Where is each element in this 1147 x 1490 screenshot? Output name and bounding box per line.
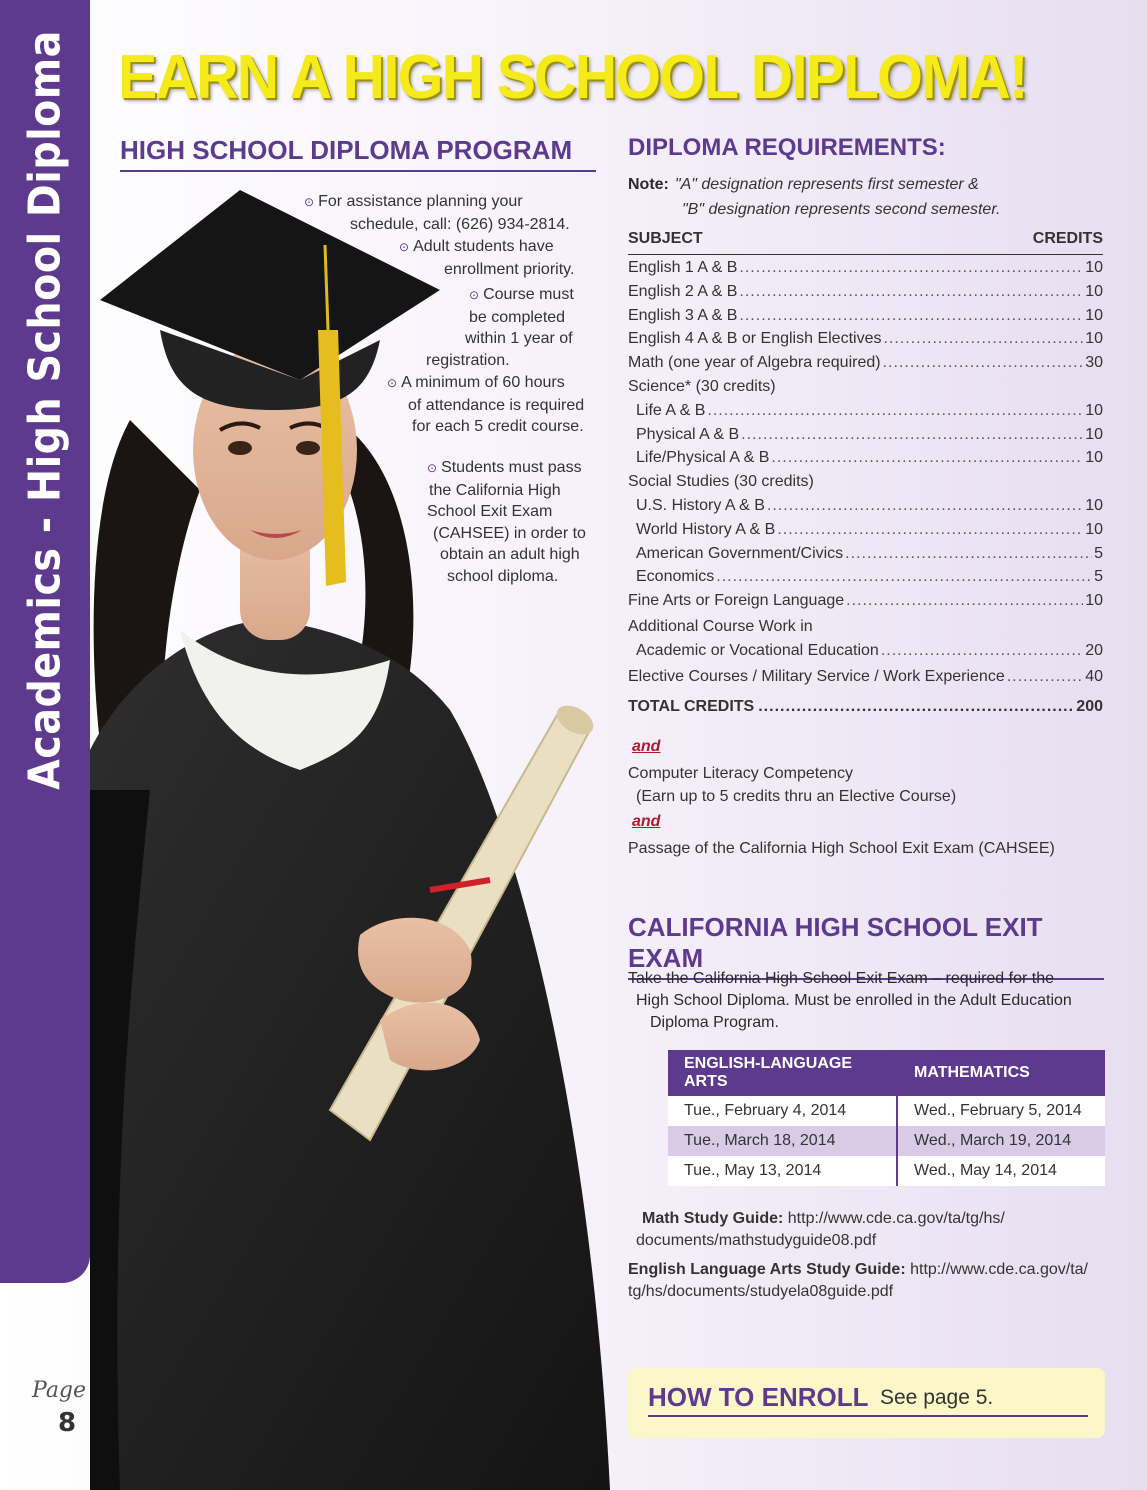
exam-dates-table — [668, 1050, 1105, 1186]
req-row: English 1 A & B ..... 10 — [628, 259, 1103, 283]
req-row-group: Science* (30 credits) — [628, 377, 776, 395]
bullet-icon: ⊙ — [469, 288, 480, 302]
and-connector: and — [632, 738, 661, 755]
bullet-icon: ⊙ — [304, 195, 315, 209]
total-credits-row: TOTAL CREDITS ..... 200 — [628, 698, 1103, 722]
enroll-text[interactable]: See page 5. — [880, 1386, 994, 1409]
bullet-icon: ⊙ — [427, 461, 438, 475]
requirements-header — [628, 230, 1103, 255]
enroll-title: HOW TO ENROLL — [648, 1382, 869, 1412]
req-row-group: Social Studies (30 credits) — [628, 473, 814, 491]
math-study-guide: Math Study Guide: http://www.cde.ca.gov/ta/tg/hs/ documents/mathstudyguide08.pdf — [636, 1208, 1005, 1252]
req-row: Physical A & B ..... 10 — [628, 426, 1103, 450]
ela-date: Tue., February 4, 2014 — [668, 1096, 897, 1126]
page-label: Page — [32, 1378, 87, 1403]
exam-title: CALIFORNIA HIGH SCHOOL EXIT EXAM — [628, 912, 1104, 980]
req-row: Math (one year of Algebra required) ..... 30 — [628, 354, 1103, 378]
bullet-attendance: ⊙ A minimum of 60 hours of attendance is required for each 5 credit course. — [387, 374, 585, 435]
req-row: Fine Arts or Foreign Language ..... 10 — [628, 592, 1103, 618]
req-row: English 2 A & B ..... 10 — [628, 283, 1103, 307]
bullet-assistance: ⊙ For assistance planning your schedule, call: (626) 934-2814. — [304, 193, 570, 233]
req-row: Life A & B ..... 10 — [628, 402, 1103, 426]
and-connector: and — [632, 813, 661, 830]
ela-date: Tue., March 18, 2014 — [668, 1126, 897, 1156]
req-row: Academic or Vocational Education ..... 20 — [628, 642, 1103, 668]
program-title: HIGH SCHOOL DIPLOMA PROGRAM — [120, 135, 596, 172]
bullet-priority: ⊙ Adult students have enrollment priority. — [399, 238, 575, 278]
col-math: MATHEMATICS — [897, 1050, 1105, 1096]
req-row-group: Additional Course Work in — [628, 618, 813, 636]
req-row: World History A & B ..... 10 — [628, 521, 1103, 545]
bullet-icon: ⊙ — [399, 240, 410, 254]
ela-date: Tue., May 13, 2014 — [668, 1156, 897, 1186]
math-date: Wed., March 19, 2014 — [897, 1126, 1105, 1156]
col-subject: SUBJECT — [628, 230, 703, 247]
math-date: Wed., May 14, 2014 — [897, 1156, 1105, 1186]
req-row: Elective Courses / Military Service / Work Experience ..... 40 — [628, 668, 1103, 694]
req-row: U.S. History A & B ..... 10 — [628, 497, 1103, 521]
table-row — [668, 1156, 1105, 1186]
table-row — [668, 1126, 1105, 1156]
col-ela: ENGLISH-LANGUAGE ARTS — [668, 1050, 897, 1096]
exam-description: Take the California High School Exit Exam – required for the High School Diploma. Must be enrolled in the Adult Education Diploma Program. — [628, 970, 1072, 1031]
req-row: Economics ..... 5 — [628, 568, 1103, 592]
ela-guide-link-cont[interactable]: tg/hs/documents/studyela08guide.pdf — [628, 1283, 894, 1300]
req-row: English 4 A & B or English Electives ..... 10 — [628, 330, 1103, 354]
computer-literacy: Computer Literacy Competency (Earn up to 5 credits thru an Elective Course) — [628, 765, 957, 805]
req-row: English 3 A & B ..... 10 — [628, 307, 1103, 331]
page-number: 8 — [58, 1408, 77, 1438]
requirements-table — [628, 230, 1103, 722]
requirements-title: DIPLOMA REQUIREMENTS: — [628, 134, 946, 161]
req-row: Life/Physical A & B ..... 10 — [628, 449, 1103, 473]
cahsee-passage: Passage of the California High School Exit Exam (CAHSEE) — [628, 840, 1055, 857]
requirements-note: Note: "A" designation represents first semester & "B" designation represents second semester. — [628, 176, 1001, 218]
side-title: Academics - High School Diploma — [19, 30, 71, 790]
ela-guide-link[interactable]: http://www.cde.ca.gov/ta/ — [910, 1261, 1088, 1278]
math-guide-link[interactable]: http://www.cde.ca.gov/ta/tg/hs/ — [787, 1210, 1005, 1227]
ela-study-guide: English Language Arts Study Guide: http://www.cde.ca.gov/ta/ tg/hs/documents/studyela08guide.pdf — [628, 1259, 1088, 1303]
page-headline: EARN A HIGH SCHOOL DIPLOMA! — [118, 43, 1027, 112]
math-guide-link-cont[interactable]: documents/mathstudyguide08.pdf — [636, 1232, 877, 1249]
bullet-icon: ⊙ — [387, 376, 398, 390]
bullet-completion: ⊙ Course must be completed within 1 year of registration. — [426, 286, 574, 369]
table-row — [668, 1096, 1105, 1126]
math-date: Wed., February 5, 2014 — [897, 1096, 1105, 1126]
table-header-row — [668, 1050, 1105, 1096]
col-credits: CREDITS — [1032, 230, 1103, 247]
enroll-underline — [648, 1415, 1088, 1417]
req-row: American Government/Civics ..... 5 — [628, 545, 1103, 569]
bullet-exit-exam: ⊙ Students must pass the California High School Exit Exam (CAHSEE) in order to obtain an adult high school diploma. — [427, 459, 586, 585]
